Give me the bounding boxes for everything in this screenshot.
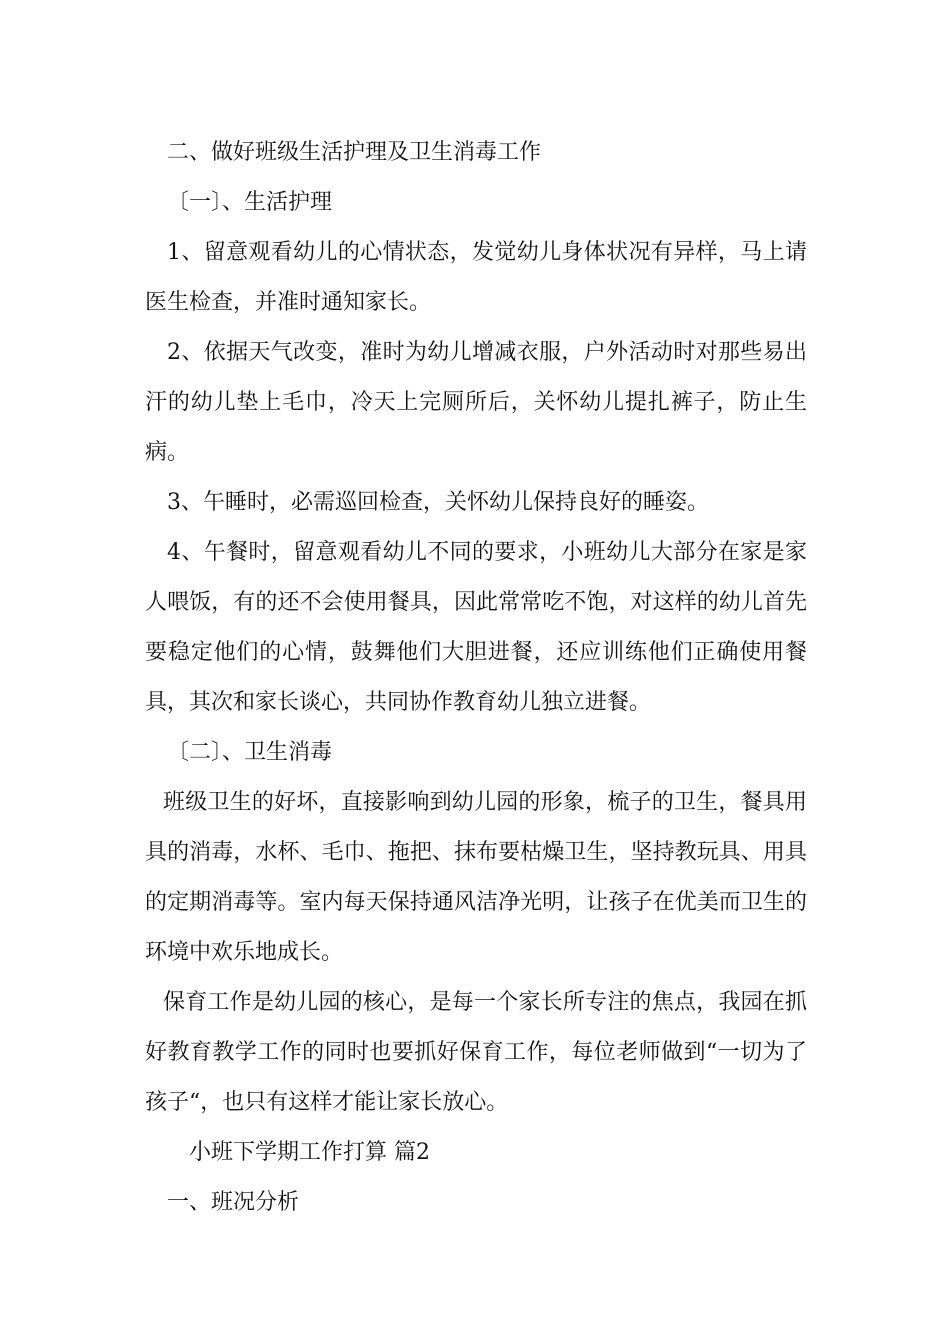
section-heading-class-analysis: 一、班况分析 [167,1190,300,1215]
paragraph-item-3: 3、午睡时，必需巡回检查，关怀幼儿保持良好的睡姿。 [167,490,709,515]
section-heading: 二、做好班级生活护理及卫生消毒工作 [167,140,542,165]
paragraph-care: 保育工作是幼儿园的核心，是每一个家长所专注的焦点，我园在抓好教育教学工作的同时也要抓好保育工作，每位老师做到“一切为了孩子“，也只有这样才能让家长放心。 [145,990,807,1115]
paragraph-item-1: 1、留意观看幼儿的心情状态，发觉幼儿身体状况有异样，马上请医生检查，并准时通知家长。 [145,240,807,315]
document-body [145,128,807,1228]
paragraph-item-2: 2、依据天气改变，准时为幼儿增减衣服，户外活动时对那些易出汗的幼儿垫上毛巾，冷天上完厕所后，关怀幼儿提扎裤子，防止生病。 [145,340,807,465]
subsection-heading-life-care: 〔一〕、生活护理 [167,190,333,215]
subsection-heading-hygiene: 〔二〕、卫生消毒 [167,740,333,765]
paragraph-hygiene: 班级卫生的好坏，直接影响到幼儿园的形象，梳子的卫生，餐具用具的消毒，水杯、毛巾、拖把、抹布要枯燥卫生，坚持教玩具、用具的定期消毒等。室内每天保持通风洁净光明，让孩子在优美而卫生的环境中欢乐地成长。 [145,790,807,965]
paragraph-item-4: 4、午餐时，留意观看幼儿不同的要求，小班幼儿大部分在家是家人喂饭，有的还不会使用餐具，因此常常吃不饱，对这样的幼儿首先要稳定他们的心情，鼓舞他们大胆进餐，还应训练他们正确使用餐具，其次和家长谈心，共同协作教育幼儿独立进餐。 [145,540,807,715]
article-title: 小班下学期工作打算 篇2 [189,1140,430,1165]
